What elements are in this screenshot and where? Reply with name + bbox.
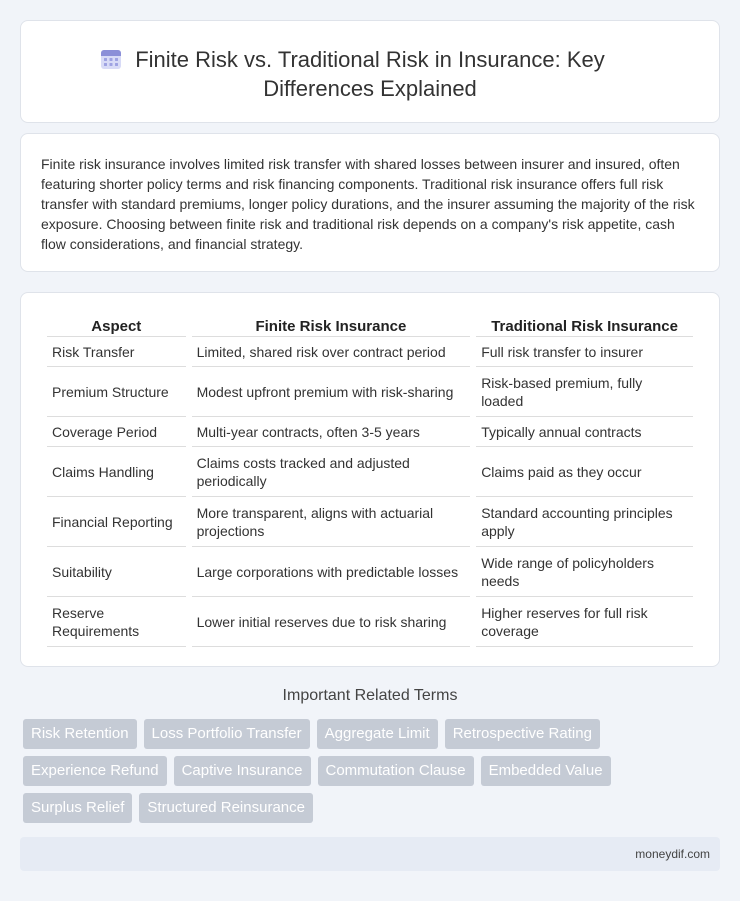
related-term-tag[interactable]: Commutation Clause <box>318 756 474 786</box>
table-cell: Multi-year contracts, often 3-5 years <box>192 417 471 447</box>
related-term-tag[interactable]: Experience Refund <box>23 756 167 786</box>
related-term-tag[interactable]: Structured Reinsurance <box>139 793 313 823</box>
table-cell: Financial Reporting <box>47 497 186 547</box>
footer <box>20 837 720 871</box>
table-row <box>47 417 693 447</box>
related-term-tag[interactable]: Retrospective Rating <box>445 719 600 749</box>
table-cell: Higher reserves for full risk coverage <box>476 597 693 647</box>
table-row <box>47 597 693 647</box>
table-cell: Claims Handling <box>47 447 186 497</box>
table-row <box>47 337 693 367</box>
summary-text: Finite risk insurance involves limited risk transfer with shared losses between insurer and insured, often featuring shorter policy terms and risk financing components. Traditional risk insurance offers full risk transfer with standard premiums, longer policy durations, and the insurer assuming the majority of the risk exposure. Choosing between finite risk and traditional risk depends on a company's risk appetite, cash flow considerations, and financial strategy. <box>41 156 695 252</box>
column-header-aspect: Aspect <box>47 317 186 337</box>
table-cell: Claims costs tracked and adjusted periodically <box>192 447 471 497</box>
related-terms-list <box>23 719 713 823</box>
related-term-tag[interactable]: Loss Portfolio Transfer <box>144 719 310 749</box>
column-header-finite: Finite Risk Insurance <box>192 317 471 337</box>
table-cell: Standard accounting principles apply <box>476 497 693 547</box>
table-cell: Suitability <box>47 547 186 597</box>
related-term-tag[interactable]: Aggregate Limit <box>317 719 438 749</box>
table-cell: Reserve Requirements <box>47 597 186 647</box>
page-title: Finite Risk vs. Traditional Risk in Insurance: Key Differences Explained <box>135 47 605 101</box>
table-cell: More transparent, aligns with actuarial projections <box>192 497 471 547</box>
table-row <box>47 367 693 417</box>
table-cell: Modest upfront premium with risk-sharing <box>192 367 471 417</box>
related-term-tag[interactable]: Surplus Relief <box>23 793 132 823</box>
related-terms-heading: Important Related Terms <box>282 687 458 704</box>
related-term-tag[interactable]: Embedded Value <box>481 756 611 786</box>
site-name[interactable]: moneydif.com <box>635 847 710 861</box>
table-cell: Risk Transfer <box>47 337 186 367</box>
table-cell: Typically annual contracts <box>476 417 693 447</box>
related-term-tag[interactable]: Risk Retention <box>23 719 137 749</box>
table-row <box>47 447 693 497</box>
table-cell: Lower initial reserves due to risk sharing <box>192 597 471 647</box>
table-cell: Full risk transfer to insurer <box>476 337 693 367</box>
table-cell: Risk-based premium, fully loaded <box>476 367 693 417</box>
table-cell: Claims paid as they occur <box>476 447 693 497</box>
summary-card <box>20 133 720 272</box>
table-header-row <box>47 317 693 337</box>
table-row <box>47 497 693 547</box>
table-row <box>47 547 693 597</box>
table-cell: Wide range of policyholders needs <box>476 547 693 597</box>
title-card <box>20 20 720 123</box>
comparison-table-card <box>20 292 720 667</box>
table-cell: Coverage Period <box>47 417 186 447</box>
table-cell: Premium Structure <box>47 367 186 417</box>
comparison-table <box>41 317 699 647</box>
table-cell: Limited, shared risk over contract period <box>192 337 471 367</box>
related-term-tag[interactable]: Captive Insurance <box>174 756 311 786</box>
table-cell: Large corporations with predictable losses <box>192 547 471 597</box>
column-header-traditional: Traditional Risk Insurance <box>476 317 693 337</box>
